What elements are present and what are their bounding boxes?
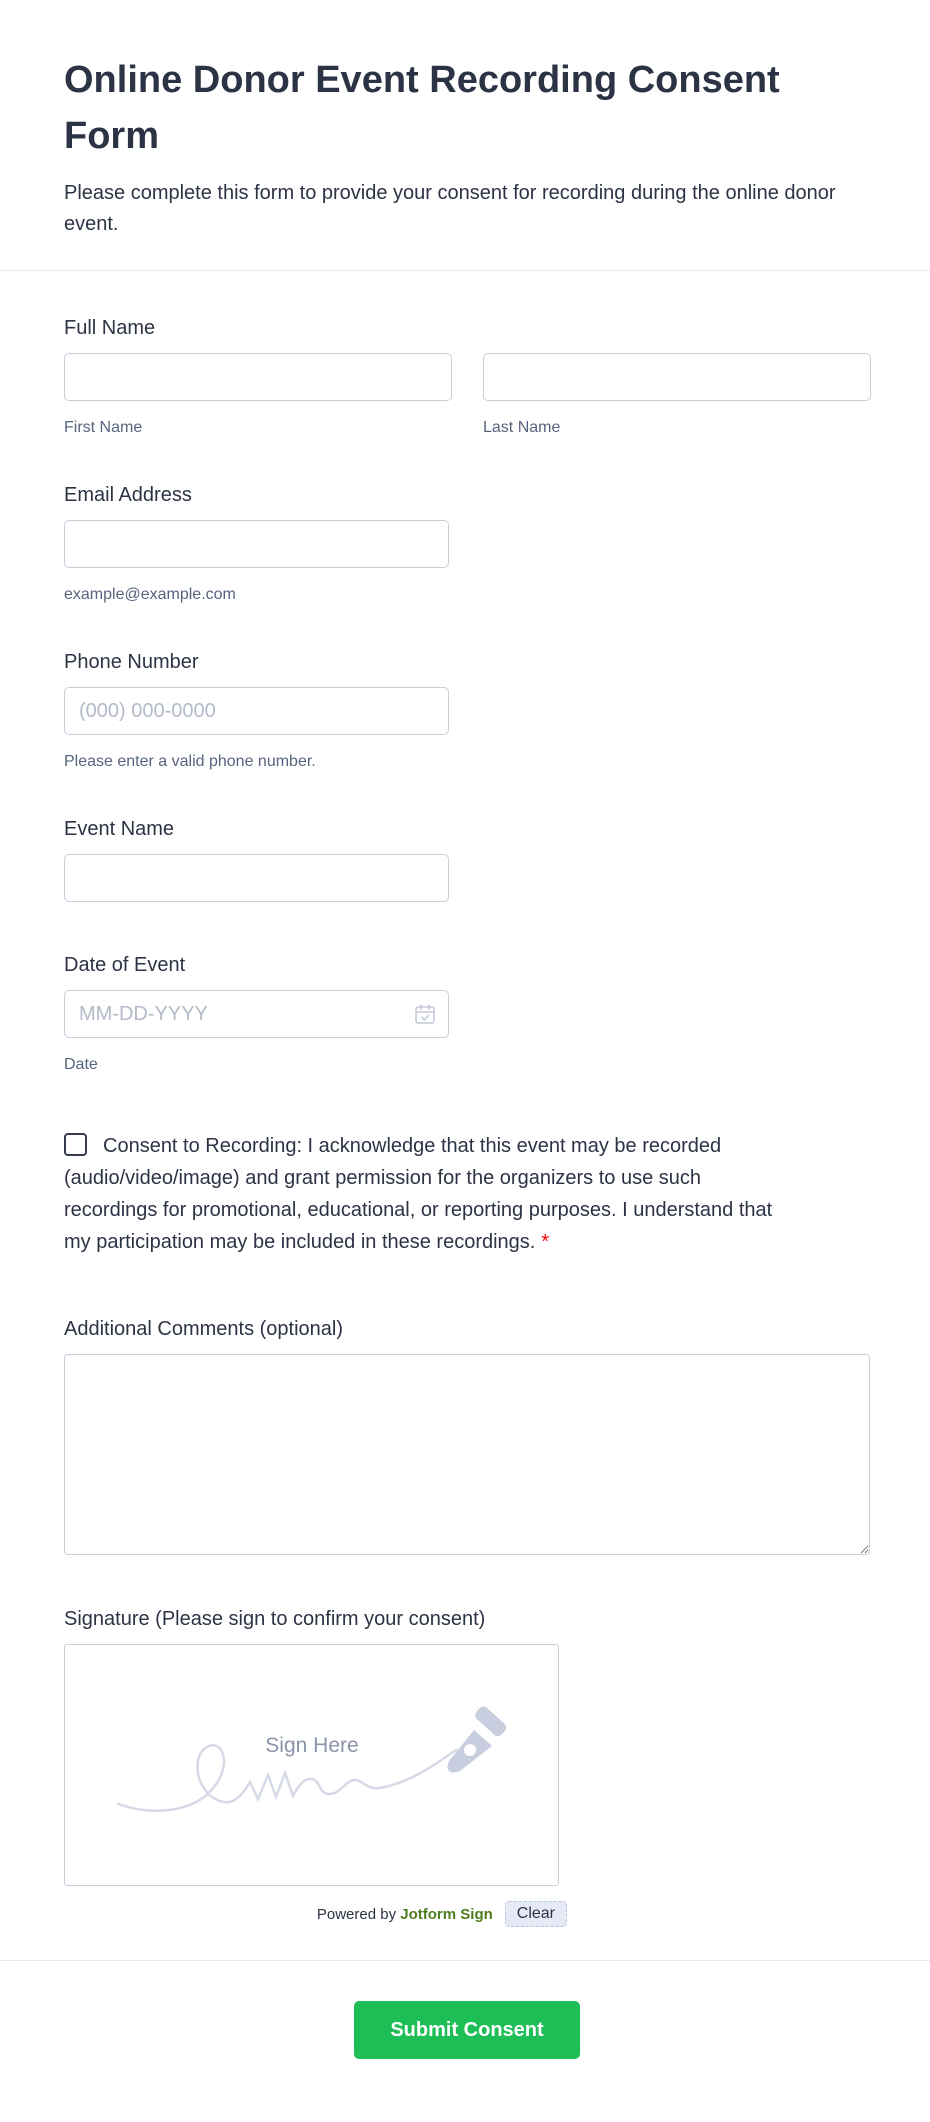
sign-here-text: Sign Here — [264, 1734, 359, 1757]
event-date-label: Date of Event — [64, 954, 186, 976]
field-event-date — [64, 952, 870, 1075]
jotform-sign-brand: Jotform Sign — [400, 1905, 493, 1923]
last-name-input[interactable] — [483, 353, 871, 401]
form-title: Online Donor Event Recording Consent Form — [64, 59, 780, 157]
event-name-input[interactable] — [64, 854, 449, 902]
email-sublabel: example@example.com — [64, 586, 236, 603]
calendar-icon[interactable] — [414, 1003, 436, 1025]
phone-sublabel: Please enter a valid phone number. — [64, 753, 316, 770]
full-name-label: Full Name — [64, 317, 156, 339]
last-name-col — [483, 353, 871, 438]
field-full-name — [64, 315, 870, 438]
first-name-input[interactable] — [64, 353, 452, 401]
signature-label: Signature (Please sign to confirm your consent) — [64, 1608, 486, 1630]
field-phone — [64, 649, 870, 772]
phone-input[interactable] — [64, 687, 449, 735]
comments-textarea[interactable] — [64, 1354, 870, 1555]
signature-footer-row — [64, 1901, 567, 1927]
powered-by-text: Powered by Jotform Sign — [316, 1905, 493, 1923]
first-name-sublabel: First Name — [64, 419, 143, 436]
comments-label: Additional Comments (optional) — [64, 1318, 344, 1340]
phone-label: Phone Number — [64, 651, 199, 673]
consent-checkbox[interactable] — [64, 1133, 87, 1156]
required-asterisk: * — [541, 1231, 550, 1253]
date-sublabel: Date — [64, 1056, 98, 1073]
form-header — [0, 0, 930, 240]
field-email — [64, 482, 870, 605]
clear-signature-button[interactable]: Clear — [505, 1901, 567, 1927]
header-divider — [0, 270, 930, 271]
event-name-label: Event Name — [64, 818, 175, 840]
consent-paragraph — [64, 1130, 788, 1258]
field-comments — [64, 1316, 870, 1555]
first-name-col — [64, 353, 452, 438]
event-date-input[interactable] — [64, 990, 449, 1038]
field-event-name — [64, 816, 870, 902]
submit-button[interactable]: Submit Consent — [354, 2001, 580, 2059]
last-name-sublabel: Last Name — [483, 419, 561, 436]
signature-squiggle — [118, 1745, 456, 1810]
pen-nib-icon — [447, 1704, 508, 1772]
name-row — [64, 353, 870, 438]
email-label: Email Address — [64, 484, 192, 506]
signature-pad[interactable] — [64, 1644, 559, 1886]
consent-text: Consent to Recording: I acknowledge that this event may be recorded (audio/video/image) and grant permission for the organizers to use such recordings for promotional, educational, or reporting purposes. I understand that my participation may be included in these recordings. — [64, 1135, 773, 1253]
form-subtitle: Please complete this form to provide your consent for recording during the online donor event. — [64, 182, 836, 235]
field-signature — [64, 1606, 870, 1927]
email-input[interactable] — [64, 520, 449, 568]
signature-hint-graphic — [112, 1700, 512, 1830]
form-body — [0, 315, 930, 1927]
date-input-wrap — [64, 990, 449, 1038]
form-footer — [0, 1961, 930, 2109]
